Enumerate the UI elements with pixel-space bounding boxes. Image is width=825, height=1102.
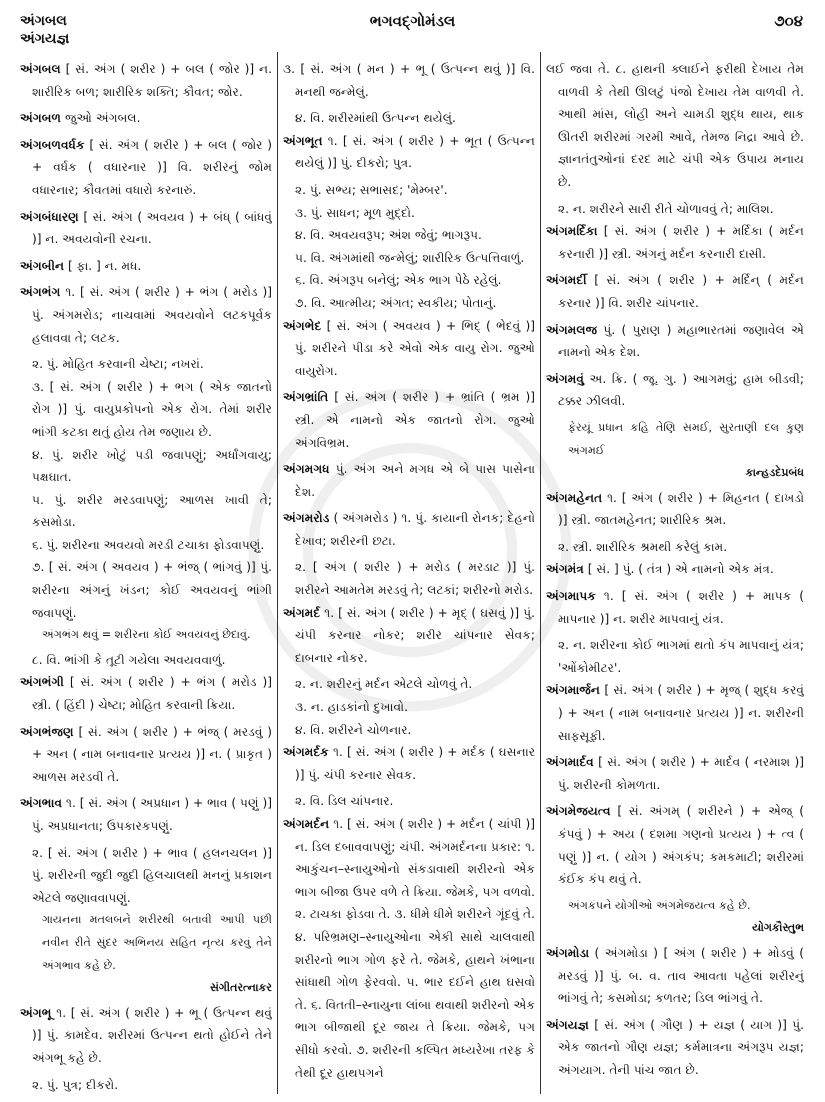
entry-definition: પું. ( પુરાણ ) મહાભારતમાં જણાવેલ એ નામનો એક દેશ. [558,322,804,360]
dictionary-title: ભગવદ્ગોમંડલ [369,12,456,30]
dictionary-entry [20,58,272,103]
entry-definition: [ સં. અંગ ( અવયવ ) + ભિદ્ ( ભેદવું )] પું. શરીરને પીડા કરે એવો એક વાયુ રોગ. જુઓ વાયુરોગ. [295,318,535,378]
entry-headword: અંગબળ [20,111,62,126]
entry-definition: ૧. [ સં. અંગ ( અપ્રધાન ) + ભાવ ( પણું )] પું. અપ્રધાનતા; ઉપકારકપણું. [32,796,272,833]
dictionary-entry [546,800,804,890]
dictionary-entry [546,558,804,581]
dictionary-entry [283,507,535,552]
dictionary-entry [546,942,804,1010]
entry-definition: પું. અંગ અને મગધ એ બે પાસ પાસેના દેશ. [295,462,535,499]
dictionary-entry [283,602,535,670]
entry-headword: અંગભ્રાંતિ [283,390,329,405]
entry-headword: અંગભૂત [283,133,323,148]
entry-sense: ૩. [ સં. અંગ ( શરીર ) + ભગ ( એક જાતનો રોગ )] પું. વાયુપ્રકોપનો એક રોગ. તેમાં શરીર ભાંગી કટકા થતું હોય તેમ જણાય છે. [32,379,272,439]
dictionary-entry [20,134,272,202]
entry-sense: ૨. ન. શરીરના કોઈ ભાગમાં થતો કંપ માપવાનું યંત્ર; 'ઓંકોમીટર'. [558,638,804,675]
entry-definition: ૧. [ સં. અંગ ( શરીર ) + ભંગ ( મરોડ )] પું. અંગમરોડ; નાચવામાં અવયવોને લટકપૂર્વક હલાવવા તે; લટક. [32,285,272,345]
quotation-source: યોગકૌસ્તુભ [752,921,804,935]
entry-definition: ૧. [ સં. અંગ ( શરીર ) + ભૂત ( ઉત્પન્ન થયેલું )] પું. દીકરો; પુત્ર. [295,133,535,171]
entry-definition: [ સં. અંગ ( શરીર ) + બલ ( જોર ) + વર્ધક ( વધારનાર )] વિ. શરીરનું જોમ વધારનાર; કૌવતમાં વધારો કરનારું. [32,137,272,197]
entry-sense: ૨. પું. સભ્ય; સભાસદ; 'મેમ્બર'. [295,182,448,197]
dictionary-entry [20,206,272,251]
entry-definition: [ સં. અંગમ્ ( શરીરને ) + એજ્ ( કંપવું ) + અય ( દશમા ગણનો પ્રત્યય ) + ત્વ ( પણું )] ન. ( યોગ ) અંગકંપ; કમકમાટી; શરીરમાં કંઈક કંપ થવું તે. [558,804,804,887]
entry-sense: ૩. પું. સાધન; મૂળ મુદ્દો. [295,205,415,220]
entry-sense: ૬. વિ. અંગરૂપ બનેલું; એક ભાગ પેઠે રહેલું. [295,273,502,288]
entry-definition: ૧. [ સં. અંગ ( શરીર ) + મર્દન ( ચાંપી )] ન. ડિલ દબાવવાપણું; ચંપી. અંગમર્દનના પ્રકાર: ૧. આકુંચન–સ્નાયુઓનો સંકડાવાથી શરીરનો એક ભાગ બીજા ઉપર વળે તે ક્રિયા. જેમકે, પગ વળવો. ૨. ટાચકા ફોડવા તે. ૩. ધીમે ધીમે શરીરને ગૂંદવું તે. ૪. પરિભ્રમણ–સ્નાયુઓના એકી સાથે ચાલવાથી શરીરનો ભાગ ગોળ ફરે તે. જેમકે, હાથને ખંભાના સાંધાથી ગોળ ફેરવવો. ૫. ભાર દઈને હાથ ઘસવો તે. ૬. વિતતી–સ્નાયુના લાંબા થવાથી શરીરનો એક ભાગ બીજાથી દૂર જાય તે ક્રિયા. જેમકે, પગ સીધો કરવો. ૭. શરીરની કલ્પિત મધ્યરેખા તરફ કે તેથી દૂર હાથપગને [295,817,535,1080]
dictionary-entry [546,487,804,532]
column-1 [20,58,272,1092]
entry-headword: અંગબળવર્ધક [20,137,85,152]
entry-sense: ૭. [ સં. અંગ ( અવયવ ) + ભંજ્ ( ભાંગવું )] પું. શરીરના અંગનું ખંડન; કોઈ અવયવનું ભાંગી જવાપણું. [32,560,272,620]
column-divider [277,52,278,1094]
column-2 [283,58,535,1092]
entry-headword: અંગમવું [546,371,584,386]
entry-sense: ૨. સ્ત્રી. શારીરિક શ્રમથી કરેલું કામ. [558,539,728,554]
dictionary-entry [283,741,535,786]
entry-headword: અંગમાર્દવ [546,755,594,770]
entry-sense: ૨. પું. પુત્ર; દીકરો. [32,1077,119,1092]
entry-definition: ( અંગમોડા ) [ અંગ ( શરીર ) + મોડવું ( મરડવું )] પું. બ. વ. તાવ આવતા પહેલાં શરીરનું ભાંગવું તે; કસમોડા; કળતર; ડિલ ભાંગવું તે. [558,945,804,1006]
entry-headword: અંગભંજણ [20,724,74,739]
dictionary-entry [546,751,804,796]
quotation-source: સંગીતરત્નાકર [209,981,272,995]
entry-definition: [ સં. ] પું. ( તંત્ર ) એ નામનો એક મંત્ર. [587,562,774,577]
dictionary-entry [20,721,272,789]
entry-definition: [ સં. અંગ ( અવયવ ) + બંધ્ ( બાંધવું )] ન. અવયવોની રચના. [32,209,272,247]
entry-definition: [ સં. અંગ ( શરીર ) + માર્દવ ( નરમાશ )] પું. શરીરની કોમળતા. [558,755,804,792]
entry-definition: [ સં. અંગ ( શરીર ) + મર્દિન્ ( મર્દન કરનાર )] વિ. શરીર ચાંપનાર. [558,273,804,310]
dictionary-entry [546,1014,804,1082]
entry-headword: અંગમહેનત [546,490,603,505]
entry-definition: ૧. [ સં. અંગ ( શરીર ) + મૃદ્ ( ઘસવું )] પું. ચંપી કરનાર નોકર; શરીર ચાંપનાર સેવક; દાબનાર નોકર. [295,605,535,665]
dictionary-entry [546,269,804,314]
dictionary-entry [20,792,272,837]
dictionary-entry [546,368,804,413]
entry-definition: જુઓ અંગબલ. [64,111,141,126]
entry-sense: ૨. [ સં. અંગ ( શરીર ) + ભાવ ( હલનચલન )] પું. શરીરની જુદી જુદી હિલચાલથી મનનું પ્રકાશન એટલે જણાવવાપણું. [32,845,272,905]
dictionary-entry [20,1002,272,1070]
entry-headword: અંગભૂ [20,1005,52,1020]
dictionary-entry [546,585,804,630]
entry-headword: અંગમોડા [546,945,590,960]
entry-headword: અંગમર્દન [283,817,330,831]
entry-sense: ૪. વિ. શરીરને ચોળનાર. [295,722,412,737]
entry-headword: અંગમર્દક [283,745,329,760]
quotation-text: અંગભંગ થવું = શરીરના કોઈ અવયવનું છેદાવું. [42,628,251,642]
entry-headword: અંગમગધ [283,462,330,477]
entry-quotation [20,624,272,647]
entry-headword: અંગમરોડ [283,511,330,526]
entry-definition: [ સં. અંગ ( શરીર ) + ભંજ્ ( મરડવું ) + અન ( નામ બનાવનાર પ્રત્યય )] ન. ( પ્રાકૃત ) આળસ મરડવી તે. [32,724,272,784]
dictionary-entry [283,386,535,454]
quotation-source: કાન્હડદેપ્રબંધ [745,466,804,480]
entry-sense: ૨. વિ. ડિલ ચાંપનાર. [295,794,394,809]
entry-sense: ૫. વિ. અંગમાંથી જન્મેલું; શારીરિક ઉત્પત્તિવાળું. [295,250,525,265]
dictionary-entry [546,58,804,194]
entry-sense: ૪. પું. શરીર ખોટું પડી જવાપણું; અર્ધાંગવાયુ; પક્ષઘાત. [32,447,272,485]
entry-headword: અંગમેજયત્વ [546,804,611,819]
entry-headword: અંગબલ [20,62,61,76]
entry-headword: અંગમલજ [546,322,598,337]
dictionary-entry [283,58,535,103]
dictionary-entry [283,813,535,1084]
entry-headword: અંગમર્દ [283,605,321,620]
entry-headword: અંગભેદ [283,318,322,333]
entry-headword: અંગમાર્જન [546,683,600,698]
entry-definition: ( અંગમરોડ ) ૧. પું. કાયાની રોનક; દેહનો દેખાવ; શરીરની છટા. [295,511,535,548]
quotation-text: ગાયનના મતલબને શરીરથી બતાવી આપી પછી નવીન રીતે સુંદર અભિનય સહિત નૃત્ય કરવું તેને અંગભાવ કહે છે. [42,913,272,972]
entry-definition: [ સં. અંગ ( શરીર ) + ભ્રાંતિ ( ભ્રમ )] સ્ત્રી. એ નામનો એક જાતનો રોગ. જુઓ અંગવિભ્રમ. [295,390,535,450]
entry-definition: અ. ક્રિ. ( જૂ. ગુ. ) આગમવું; હામ બીડવી; ટક્કર ઝીલવી. [558,371,804,409]
entry-sense: ૪. વિ. શરીરમાંથી ઉત્પન્ન થયેલું. [295,111,456,126]
dictionary-entry [20,671,272,716]
entry-definition: લઈ જવા તે. ૮. હાથની ક્લાઈને ફરીથી દેખાય તેમ વાળવી કે તેથી ઊલટું પંજો દેખાય તેમ વાળવી તે. આથી માંસ, લોહી અને ચામડી શુદ્ધ થાય, થાક ઊતરી શરીરમાં ગરમી આવે, તેમજ નિદ્રા આવે છે. જ્ઞાનતંતુઓનાં દરદ માટે ચંપી એક ઉપાય મનાય છે. [546,62,804,189]
entry-quotation [546,417,804,485]
entry-quotation [20,909,272,999]
entry-headword: અંગમંત્ર [546,562,584,577]
quotation-text: ફેરયૂં પ્રધાન કહિ તેણિ સમઈ, સુરતાણી દલ કુણ અંગમઈ [568,420,804,457]
entry-headword: અંગમાપક [546,589,596,604]
entry-definition: ૧. [ સં. અંગ ( શરીર ) + મર્દક ( ઘસનાર )] પું. ચંપી કરનાર સેવક. [295,745,535,782]
entry-sense: ૩. ન. હાડકાંનો દુખાવો. [295,700,408,715]
dictionary-entry [546,319,804,364]
entry-sense: ૬. પું. શરીરના અવયવો મરડી ટચાકા ફોડવાપણું. [32,537,265,552]
entry-sense: ૪. વિ. અવયવરૂપ; અંશ જેવું; ભાગરૂપ. [295,228,482,243]
dictionary-entry [20,107,272,130]
entry-definition: ૩. [ સં. અંગ ( મન ) + ભૂ ( ઉત્પન્ન થવું )] વિ. મનથી જન્મેલું. [283,62,535,99]
entry-definition: [ સં. અંગ ( શરીર ) + બલ ( જોર )] ન. શારીરિક બળ; શારીરિક શક્તિ; કૌવત; જોર. [32,62,272,99]
entry-sense: ૨. પું. મોહિત કરવાની ચેષ્ટા; નખરાં. [32,357,204,372]
guide-word-top: અંગબલ [20,13,67,29]
column-divider [540,52,541,1094]
entry-headword: અંગબંધારણ [20,209,79,224]
column-3 [546,58,804,1092]
entry-definition: [ સં. અંગ ( શરીર ) + મૃજ્ ( શુદ્ધ કરવું ) + અન ( નામ બનાવનાર પ્રત્યય )] ન. શરીરની સાફસૂફી. [558,683,804,743]
entry-headword: અંગમર્દી [546,273,587,288]
dictionary-entry [20,255,272,278]
entry-headword: અંગબીન [20,258,65,273]
entry-sense: ૨. [ અંગ ( શરીર ) + મરોડ ( મરડાટ )] પું. શરીરને આમતેમ મરડવું તે; લટકાં; શરીરનો મરોડ. [295,560,535,598]
page-number: ૭૦૪ [774,12,803,30]
entry-sense: ૭. વિ. આત્મીય; અંગત; સ્વકીય; પોતાનું. [295,295,497,310]
entry-sense: ૨. ન. શરીરનું મર્દન એટલે ચોળવું તે. [295,677,473,692]
entry-sense: ૫. પું. શરીર મરડવાપણું; આળસ ખાવી તે; કસમોડા. [32,492,272,530]
entry-sense: ૮. વિ. ભાંગી કે તૂટી ગયેલા અવયવવાળું. [32,652,226,667]
entry-definition: [ સં. અંગ ( ગૌણ ) + યજ્ઞ ( યાગ )] પું. એક જાતનો ગૌણ યજ્ઞ; કર્મમાત્રના અંગરૂપ યજ્ઞ; અંગયાગ. તેની પાંચ જાત છે. [558,1017,804,1077]
entry-definition: [ સં. અંગ ( શરીર ) + મર્દિકા ( મર્દન કરનારી )] સ્ત્રી. અંગનું મર્દન કરનારી દાસી. [558,224,804,261]
dictionary-entry [546,679,804,747]
entry-definition: ૧. [ અંગ ( શરીર ) + મિહનત ( દાખડો )] સ્ત્રી. જાતમહેનત; શારીરિક શ્રમ. [558,490,804,528]
entry-headword: અંગમર્દિકા [546,224,598,239]
entry-headword: અંગયજ્ઞ [546,1017,589,1032]
guide-word-bottom: અંગયજ્ઞ [20,31,70,47]
dictionary-entry [20,281,272,349]
quotation-text: અંગકંપને યોગીઓ અંગમેજયત્વ કહે છે. [568,898,751,912]
dictionary-entry [283,458,535,503]
entry-definition: [ સં. અંગ ( શરીર ) + ભંગ ( મરોડ )] સ્ત્રી. ( હિંદી ) ચેષ્ટા; મોહિત કરવાની ક્રિયા. [32,675,272,713]
entry-quotation [546,895,804,940]
entry-definition: ૧. [ સં. અંગ ( શરીર ) + માપક ( માપનાર )] ન. શરીર માપવાનું યંત્ર. [558,589,804,626]
entry-headword: અંગભંગી [20,675,64,690]
dictionary-entry [283,130,535,175]
entry-definition: [ ફા. ] ન. મધ. [67,258,142,273]
entry-sense: ૨. ન. શરીરને સારી રીતે ચોળાવવું તે; માલિશ. [558,201,774,216]
dictionary-entry [546,220,804,265]
dictionary-entry [283,315,535,383]
entry-definition: ૧. [ સં. અંગ ( શરીર ) + ભૂ ( ઉત્પન્ન થવું )] પું. કામદેવ. શરીરમાં ઉત્પન્ન થતો હોઈને તેને અંગભૂ કહે છે. [32,1005,272,1065]
entry-headword: અંગભંગ [20,285,61,300]
entry-headword: અંગભાવ [20,796,63,811]
